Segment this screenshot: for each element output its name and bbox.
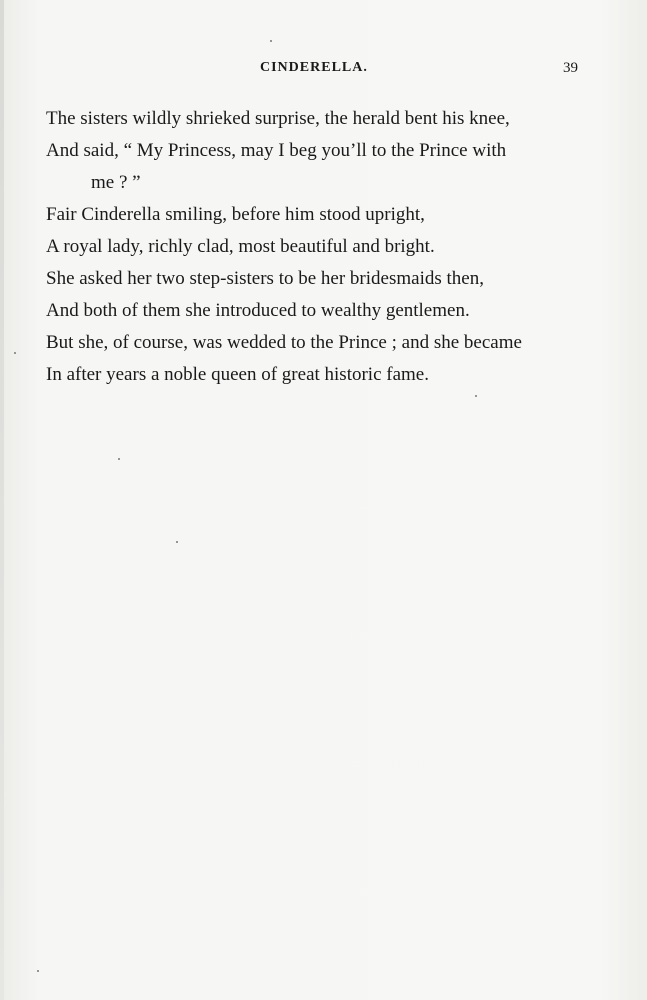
poem-line: And both of them she introduced to wealthy gentlemen. <box>46 300 470 321</box>
poem-line: She asked her two step-sisters to be her bridesmaids then, <box>46 268 484 289</box>
poem-line: In after years a noble queen of great historic fame. <box>46 364 429 385</box>
running-title: CINDERELLA. <box>260 60 368 75</box>
paper-speck <box>176 541 178 543</box>
page-edge-shadow <box>0 0 4 1000</box>
paper-speck <box>14 352 16 354</box>
poem-line: But she, of course, was wedded to the Prince ; and she became <box>46 332 522 353</box>
poem-line: The sisters wildly shrieked surprise, the herald bent his knee, <box>46 108 510 129</box>
poem-line: A royal lady, richly clad, most beautiful and bright. <box>46 236 435 257</box>
paper-speck <box>118 458 120 460</box>
poem-text <box>46 103 586 391</box>
paper-speck <box>270 40 272 42</box>
paper-speck <box>37 970 39 972</box>
running-head <box>0 60 647 80</box>
paper-speck <box>475 395 477 397</box>
page-number: 39 <box>563 60 578 76</box>
poem-line: Fair Cinderella smiling, before him stood upright, <box>46 204 425 225</box>
poem-line: And said, “ My Princess, may I beg you’ll to the Prince with <box>46 140 507 161</box>
poem-line-continuation: me ? ” <box>91 172 141 193</box>
